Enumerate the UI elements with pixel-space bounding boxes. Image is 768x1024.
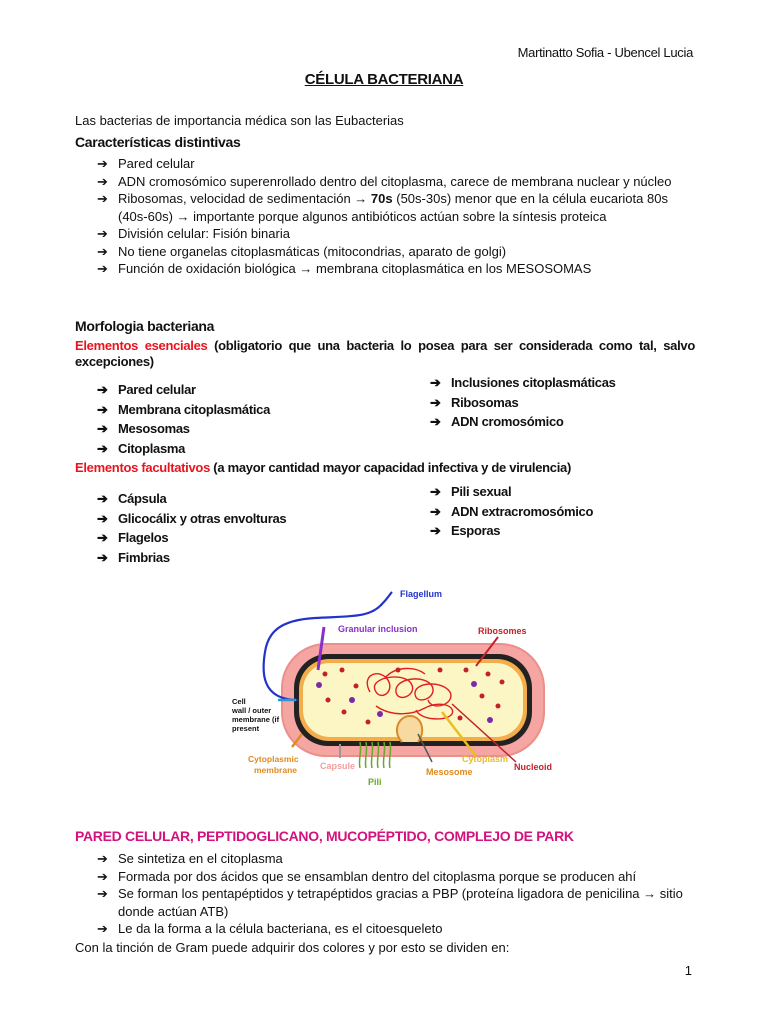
arrow-icon: ➔ <box>97 868 108 884</box>
list-item: ➔ Fimbrias <box>75 548 405 568</box>
list-item: ➔ Cápsula <box>75 489 405 509</box>
label-cellwall-3: membrane (if <box>232 715 280 724</box>
arrow-icon: ➔ <box>97 921 108 936</box>
facultativos-right-list <box>408 482 708 541</box>
list-item: ➔ Pili sexual <box>408 482 708 502</box>
list-item: ➔ Pared celular <box>97 156 195 171</box>
label-nucleoid: Nucleoid <box>514 762 553 772</box>
list-item: ➔ Ribosomas, velocidad de sedimentación → 70s (50s-30s) menor que en la célula eucariota 80s (40s-60s) → importante porque algunos antibióticos actúan sobre la síntesis proteica <box>97 191 668 224</box>
list-item: ➔ Función de oxidación biológica → membrana citoplasmática en los MESOSOMAS <box>97 261 592 276</box>
list-item: ➔ Membrana citoplasmática <box>75 400 405 420</box>
esenciales-line: Elementos esenciales (obligatorio que una bacteria lo posea para ser considerada como tal, salvo excepciones) <box>75 338 695 369</box>
arrow-icon: ➔ <box>430 523 441 538</box>
closing-text: Con la tinción de Gram puede adquirir dos colores y por esto se dividen en: <box>75 940 510 955</box>
label-granular: Granular inclusion <box>338 624 418 634</box>
list-item: ➔ Esporas <box>408 521 708 541</box>
arrow-icon: ➔ <box>97 156 108 171</box>
label-flagellum: Flagellum <box>400 589 443 599</box>
arrow-icon: ➔ <box>97 530 108 545</box>
list-item: ➔ División celular: Fisión binaria <box>97 226 290 241</box>
list-item: ➔ Se sintetiza en el citoplasma <box>97 851 283 866</box>
label-cytomem-1: Cytoplasmic <box>248 754 299 764</box>
arrow-icon: ➔ <box>97 491 108 506</box>
esenciales-left-list <box>75 380 405 458</box>
bacterial-cell-diagram <box>220 582 560 792</box>
list-item: ➔ Glicocálix y otras envolturas <box>75 509 405 529</box>
morfologia-heading: Morfologia bacteriana <box>75 318 215 334</box>
list-item: ➔ Mesosomas <box>75 419 405 439</box>
list-item: ➔ Pared celular <box>75 380 405 400</box>
list-item: ➔ Formada por dos ácidos que se ensamblan dentro del citoplasma porque se producen ahí <box>97 868 637 884</box>
arrow-icon: ➔ <box>97 549 108 565</box>
mesosome-shape <box>397 716 422 742</box>
label-cellwall-1: Cell <box>232 697 246 706</box>
list-item: ➔ Flagelos <box>75 528 405 548</box>
caracteristicas-heading: Características distintivas <box>75 134 241 150</box>
label-cellwall-2: wall / outer <box>232 706 272 715</box>
label-cytomem-2: membrane <box>254 765 297 775</box>
facultativos-line: Elementos facultativos (a mayor cantidad mayor capacidad infectiva y de virulencia) <box>75 460 572 475</box>
list-item: ➔ Citoplasma <box>75 439 405 459</box>
label-cytoplasm: Cytoplasm <box>462 754 509 764</box>
arrow-icon: ➔ <box>97 191 108 206</box>
pared-heading: PARED CELULAR, PEPTIDOGLICANO, MUCOPÉPTIDO, COMPLEJO DE PARK <box>75 828 574 844</box>
arrow-icon: ➔ <box>97 261 108 276</box>
list-item: ➔ Ribosomas <box>408 393 708 413</box>
caracteristicas-list <box>75 155 695 278</box>
list-item: ➔ ADN extracromosómico <box>408 502 708 522</box>
arrow-icon: ➔ <box>430 503 441 519</box>
arrow-icon: ➔ <box>97 886 108 901</box>
arrow-icon: ➔ <box>430 375 441 390</box>
arrow-icon: ➔ <box>97 440 108 456</box>
page-number: 1 <box>684 963 692 978</box>
arrow-icon: ➔ <box>97 421 108 436</box>
arrow-icon: ➔ <box>430 394 441 410</box>
author-line: Martinatto Sofia - Ubencel Lucia <box>517 45 693 60</box>
arrow-icon: ➔ <box>97 401 108 417</box>
pared-list <box>75 850 695 938</box>
list-item: ➔ Le da la forma a la célula bacteriana, es el citoesqueleto <box>97 921 443 936</box>
arrow-icon: ➔ <box>97 243 108 259</box>
list-item: ➔ No tiene organelas citoplasmáticas (mitocondrias, aparato de golgi) <box>97 243 507 259</box>
label-mesosome: Mesosome <box>426 767 473 777</box>
label-cellwall-4: present <box>232 724 260 733</box>
list-item: ➔ Inclusiones citoplasmáticas <box>408 373 708 393</box>
arrow-icon: ➔ <box>97 382 108 397</box>
label-capsule: Capsule <box>320 761 356 771</box>
label-ribosomes: Ribosomes <box>478 626 527 636</box>
page-title: CÉLULA BACTERIANA <box>304 71 464 88</box>
arrow-icon: ➔ <box>430 484 441 499</box>
esenciales-right-list <box>408 373 708 432</box>
facultativos-left-list <box>75 489 405 567</box>
label-pili: Pili <box>368 777 382 787</box>
arrow-icon: ➔ <box>430 414 441 429</box>
list-item: ➔ Se forman los pentapéptidos y tetrapéptidos gracias a PBP (proteína ligadora de penicilina → sitio donde actúan ATB) <box>97 886 683 919</box>
list-item: ➔ ADN cromosómico <box>408 412 708 432</box>
arrow-icon: ➔ <box>97 510 108 526</box>
intro-text: Las bacterias de importancia médica son las Eubacterias <box>75 113 404 128</box>
arrow-icon: ➔ <box>97 173 108 189</box>
arrow-icon: ➔ <box>97 851 108 866</box>
list-item: ➔ ADN cromosómico superenrollado dentro del citoplasma, carece de membrana nuclear y núcleo <box>97 173 672 189</box>
arrow-icon: ➔ <box>97 226 108 241</box>
